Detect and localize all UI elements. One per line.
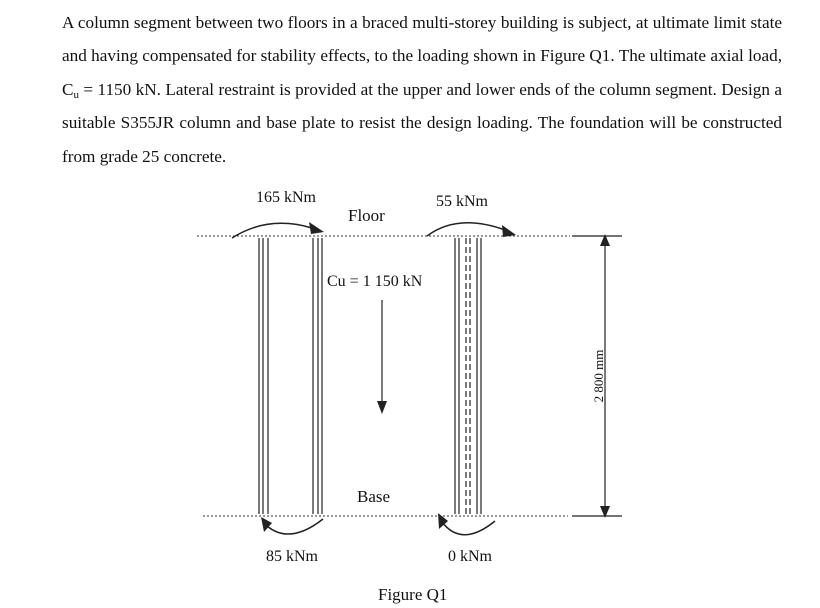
bottom-left-moment-arrow — [261, 517, 323, 534]
bottom-left-moment-label: 85 kNm — [266, 548, 318, 565]
bottom-right-moment-label: 0 kNm — [448, 548, 492, 565]
top-left-moment-label: 165 kNm — [256, 189, 316, 206]
bottom-right-moment-arrow — [438, 513, 495, 535]
figure-caption: Figure Q1 — [378, 585, 448, 604]
question-text-part2: = 1150 kN. Lateral restraint is provided at the upper and lower ends of the column segment. Design a suitable S355JR column and base plate to resist the design loading. The foundation will be constructed from grade 25 concrete. — [62, 79, 782, 166]
question-subscript: u — [73, 88, 79, 101]
floor-label: Floor — [348, 206, 385, 225]
top-right-moment-label: 55 kNm — [436, 193, 488, 210]
top-right-moment-arrow — [427, 223, 516, 237]
axial-load-arrow — [377, 300, 387, 414]
right-column-elevation — [455, 238, 481, 514]
question-text-part1: A column segment between two floors in a braced multi-storey building is subject, at ultimate limit state and having compensated for stability effects, to the loading shown in Figure Q1. The ultimate axial load, C — [62, 13, 782, 99]
base-label: Base — [357, 487, 391, 506]
left-column-elevation — [259, 238, 322, 514]
height-dimension-label: 2 800 mm — [591, 349, 606, 403]
axial-load-label: Cu = 1 150 kN — [327, 273, 423, 290]
